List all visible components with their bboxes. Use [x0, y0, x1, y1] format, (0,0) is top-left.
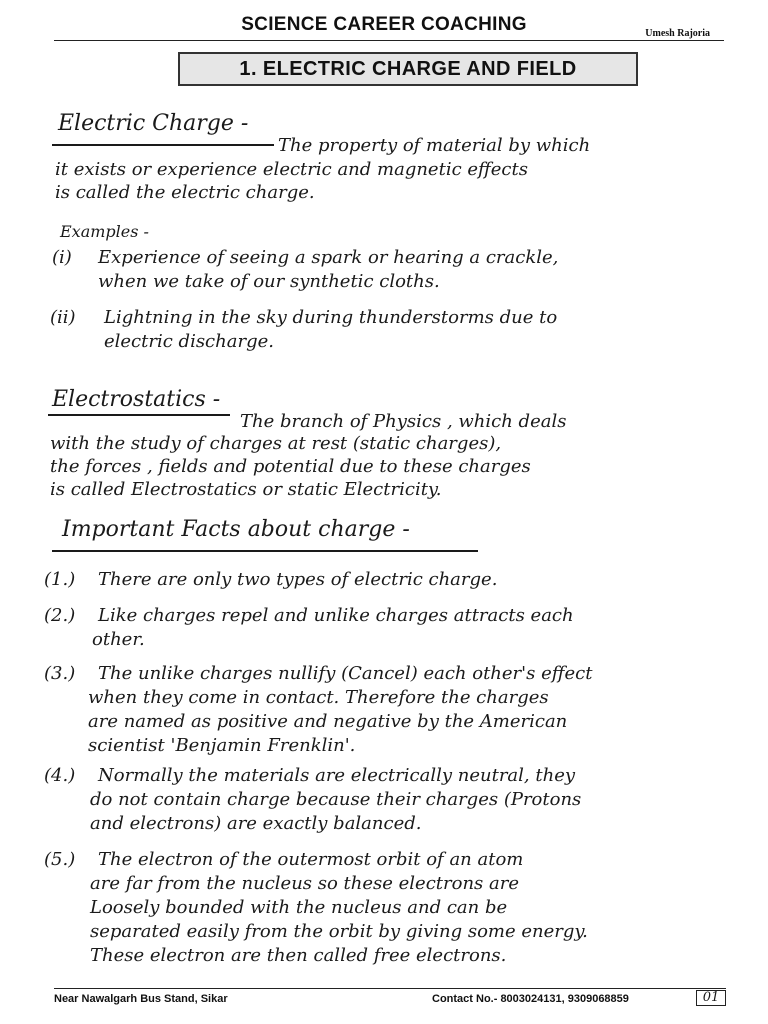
fact-3-line-1: The unlike charges nullify (Cancel) each other's effect: [98, 663, 593, 684]
fact-4-line-2: do not contain charge because their charges (Protons: [90, 789, 582, 810]
page-number: 01: [696, 990, 726, 1006]
fact-label-1: (1.): [44, 569, 76, 590]
electrostatics-def-line-2: with the study of charges at rest (static charges),: [50, 433, 502, 454]
electrostatics-def-line-3: the forces , fields and potential due to these charges: [50, 456, 531, 477]
electric-charge-def-line-3: is called the electric charge.: [55, 182, 315, 203]
fact-4-line-1: Normally the materials are electrically neutral, they: [98, 765, 576, 786]
fact-label-4: (4.): [44, 765, 76, 786]
author-name: Umesh Rajoria: [645, 28, 710, 39]
example-2-line-2: electric discharge.: [104, 331, 274, 352]
fact-label-5: (5.): [44, 849, 76, 870]
example-label-2: (ii): [50, 307, 76, 328]
fact-3-line-3: are named as positive and negative by the American: [88, 711, 568, 732]
fact-5-line-5: These electron are then called free electrons.: [90, 945, 507, 966]
footer-address: Near Nawalgarh Bus Stand, Sikar: [54, 993, 228, 1005]
footer-contact: Contact No.- 8003024131, 9309068859: [432, 993, 629, 1005]
example-1-line-2: when we take of our synthetic cloths.: [98, 271, 440, 292]
electrostatics-heading: Electrostatics -: [52, 387, 221, 412]
fact-1-line-1: There are only two types of electric charge.: [98, 569, 498, 590]
electric-charge-heading-underline: [52, 144, 274, 146]
example-2-line-1: Lightning in the sky during thunderstorms due to: [104, 307, 558, 328]
example-label-1: (i): [52, 247, 72, 268]
fact-5-line-1: The electron of the outermost orbit of an atom: [98, 849, 524, 870]
fact-5-line-2: are far from the nucleus so these electrons are: [90, 873, 519, 894]
fact-2-line-1: Like charges repel and unlike charges attracts each: [98, 605, 574, 626]
footer-divider: [54, 988, 726, 989]
fact-5-line-3: Loosely bounded with the nucleus and can be: [90, 897, 508, 918]
chapter-title: 1. ELECTRIC CHARGE AND FIELD: [239, 57, 577, 80]
facts-heading-underline: [52, 550, 478, 552]
electric-charge-heading: Electric Charge -: [58, 111, 249, 136]
example-1-line-1: Experience of seeing a spark or hearing a crackle,: [98, 247, 559, 268]
electric-charge-def-line-2: it exists or experience electric and magnetic effects: [55, 159, 528, 180]
facts-heading: Important Facts about charge -: [62, 517, 410, 542]
electric-charge-def-line-1: The property of material by which: [278, 135, 591, 156]
fact-4-line-3: and electrons) are exactly balanced.: [90, 813, 422, 834]
header-divider: [54, 40, 724, 41]
electrostatics-heading-underline: [48, 414, 230, 416]
electrostatics-def-line-4: is called Electrostatics or static Electricity.: [50, 479, 442, 500]
electrostatics-def-line-1: The branch of Physics , which deals: [240, 411, 567, 432]
page-header-title: SCIENCE CAREER COACHING: [241, 14, 527, 35]
fact-label-3: (3.): [44, 663, 76, 684]
examples-label: Examples -: [60, 222, 149, 241]
fact-label-2: (2.): [44, 605, 76, 626]
chapter-title-box: [178, 52, 638, 86]
fact-5-line-4: separated easily from the orbit by giving some energy.: [90, 921, 588, 942]
fact-3-line-4: scientist 'Benjamin Frenklin'.: [88, 735, 356, 756]
fact-2-line-2: other.: [92, 629, 145, 650]
fact-3-line-2: when they come in contact. Therefore the charges: [88, 687, 549, 708]
